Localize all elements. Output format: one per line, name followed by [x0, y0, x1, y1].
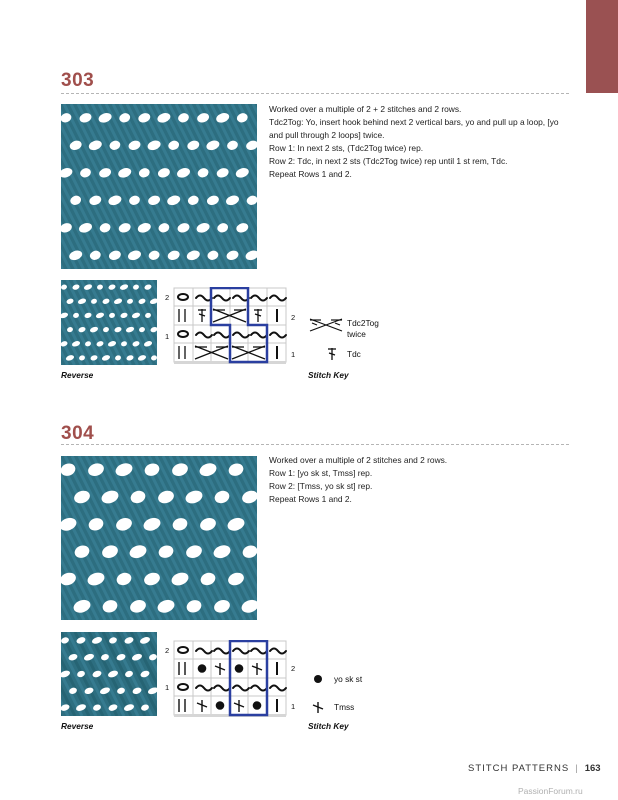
pattern-304-main-swatch [61, 456, 257, 620]
pattern-303-desc-line: Repeat Rows 1 and 2. [269, 169, 352, 179]
chain-wave-icon [233, 686, 249, 691]
chain-wave-icon [270, 296, 286, 301]
chain-wave-icon [233, 649, 249, 654]
chain-wave-icon [196, 649, 212, 654]
pattern-303-reverse-caption: Reverse [61, 370, 94, 380]
yarn-strand [137, 280, 157, 365]
pattern-303-reverse-swatch [61, 280, 157, 365]
chain-wave-icon [270, 649, 286, 654]
yo-sk-st-symbol-icon [198, 665, 205, 672]
chain-wave-icon [214, 686, 230, 691]
tmss-symbol-icon [215, 663, 225, 675]
chain-wave-icon [270, 333, 286, 338]
pattern-303-desc-line: Worked over a multiple of 2 + 2 stitches and 2 rows. [269, 104, 462, 114]
pattern-303-desc-line: Row 2: Tdc, in next 2 sts (Tdc2Tog twice) rep until 1 st rem, Tdc. [269, 156, 508, 166]
page-footer [468, 763, 601, 774]
pattern-304-desc-line: Worked over a multiple of 2 stitches and 2 rows. [269, 455, 448, 465]
site-watermark: PassionForum.ru [518, 786, 583, 796]
mesh-hole [140, 670, 151, 679]
key-label-yo-sk-st: yo sk st [334, 674, 363, 684]
chart-304-row-number: 2 [165, 646, 170, 655]
chain-wave-icon [214, 296, 230, 301]
tdc-icon [326, 347, 338, 361]
chain-wave-icon [251, 686, 267, 691]
chapter-edge-tab [586, 0, 618, 93]
chart-303-row-number: 2 [165, 293, 170, 302]
pattern-304-desc-line: Repeat Rows 1 and 2. [269, 494, 352, 504]
chain-oval-icon [178, 294, 188, 300]
pattern-303-description [269, 103, 569, 181]
chart-303-row-number: 2 [291, 313, 296, 322]
chain-oval-icon [178, 331, 188, 337]
pattern-304-reverse-caption: Reverse [61, 721, 94, 731]
pattern-304-desc-line: Row 2: [Tmss, yo sk st] rep. [269, 481, 373, 491]
pattern-303-desc-line: Row 1: In next 2 sts, (Tdc2Tog twice) rep. [269, 143, 424, 153]
pattern-303-number: 303 [61, 70, 95, 91]
pattern-304-reverse-swatch [61, 632, 157, 716]
footer-separator: | [575, 763, 579, 774]
key-label-tdc: Tdc [347, 349, 361, 359]
pattern-304-stitch-chart [173, 640, 287, 718]
chain-wave-icon [251, 649, 267, 654]
chart-304-row-number: 1 [165, 683, 170, 692]
chain-wave-icon [214, 333, 230, 338]
pattern-304-divider [61, 444, 569, 445]
tmss-symbol-icon [197, 700, 207, 712]
tmss-symbol-icon [252, 663, 262, 675]
yo-sk-st-icon [311, 672, 325, 686]
pattern-303-stitch-key-caption: Stitch Key [308, 370, 349, 380]
pattern-304-stitch-key-caption: Stitch Key [308, 721, 349, 731]
yo-sk-st-symbol-icon [253, 702, 260, 709]
tmss-icon [311, 700, 325, 714]
tdc-symbol-icon [254, 309, 262, 322]
page-number: 163 [584, 763, 601, 774]
chart-303-row-number: 1 [291, 350, 296, 359]
footer-section-title: STITCH PATTERNS [468, 763, 570, 774]
key-label-tmss: Tmss [334, 702, 355, 712]
yarn-strand [61, 280, 82, 365]
pattern-303-main-swatch [61, 104, 257, 269]
key-label-tdc2tog-twice: Tdc2Tog twice [347, 318, 379, 339]
chain-wave-icon [233, 333, 249, 338]
tdc-symbol-icon [198, 309, 206, 322]
chain-oval-icon [178, 684, 188, 690]
pattern-304-number: 304 [61, 423, 95, 444]
pattern-303-desc-line: Tdc2Tog: Yo, insert hook behind next 2 vertical bars, yo and pull up a loop, [yo and pull through 2 loops] twice. [269, 117, 559, 140]
chart-304-row-number: 1 [291, 702, 296, 711]
tmss-symbol-icon [234, 700, 244, 712]
chain-wave-icon [270, 686, 286, 691]
chart-303-row-number: 1 [165, 332, 170, 341]
yo-sk-st-symbol-icon [235, 665, 242, 672]
chain-wave-icon [251, 296, 267, 301]
tdc2tog-twice-icon [309, 318, 343, 332]
yo-sk-st-symbol-icon [216, 702, 223, 709]
pattern-303-divider [61, 93, 569, 94]
chain-wave-icon [196, 333, 212, 338]
pattern-304-desc-line: Row 1: [yo sk st, Tmss] rep. [269, 468, 373, 478]
chart-304-row-number: 2 [291, 664, 296, 673]
chain-wave-icon [251, 333, 267, 338]
chain-wave-icon [233, 296, 249, 301]
chain-wave-icon [196, 296, 212, 301]
pattern-304-description [269, 454, 569, 506]
chain-wave-icon [196, 686, 212, 691]
pattern-303-stitch-chart [173, 287, 287, 365]
yarn-strand [197, 104, 257, 269]
chain-wave-icon [214, 649, 230, 654]
chain-oval-icon [178, 647, 188, 653]
